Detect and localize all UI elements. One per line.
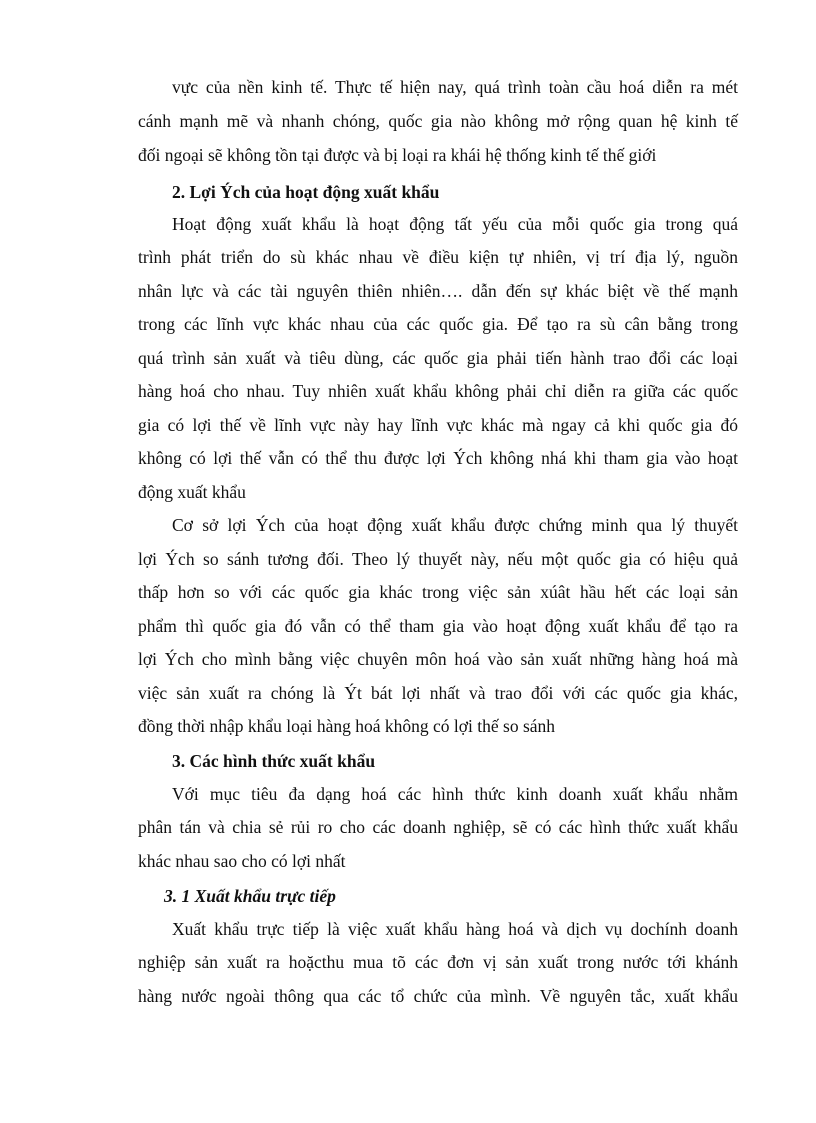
- paragraph-2-line-2: trình phát triển do sù khác nhau về điều kiện tự nhiên, vị trí địa lý, nguồn: [138, 247, 738, 267]
- paragraph-2-line-1: Hoạt động xuất khẩu là hoạt động tất yếu của mỗi quốc gia trong quá: [172, 214, 738, 234]
- paragraph-3-line-5: lợi Ých cho mình bằng việc chuyên môn hoá vào sản xuất những hàng hoá mà: [138, 649, 738, 669]
- paragraph-3-line-1: Cơ sở lợi Ých của hoạt động xuất khẩu được chứng minh qua lý thuyết: [172, 515, 738, 535]
- paragraph-3-line-3: thấp hơn so với các quốc gia khác trong việc sản xúât hầu hết các loại sản: [138, 582, 738, 602]
- paragraph-3-line-2: lợi Ých so sánh tương đối. Theo lý thuyết này, nếu một quốc gia có hiệu quả: [138, 549, 738, 569]
- paragraph-2-line-4: trong các lĩnh vực khác nhau của các quốc gia. Để tạo ra sù cân bằng trong: [138, 314, 738, 334]
- heading-section-3-1: 3. 1 Xuất khẩu trực tiếp: [164, 886, 336, 906]
- paragraph-2-line-7: gia có lợi thế về lĩnh vực này hay lĩnh vực khác mà ngay cả khi quốc gia đó: [138, 415, 738, 435]
- paragraph-5-line-3: hàng nước ngoài thông qua các tổ chức của mình. Về nguyên tắc, xuất khẩu: [138, 986, 738, 1006]
- paragraph-2-line-8: không có lợi thế vẫn có thể thu được lợi Ých không nhá khi tham gia vào hoạt: [138, 448, 738, 468]
- paragraph-5-line-2: nghiệp sản xuất ra hoặcthu mua tõ các đơn vị sản xuất trong nước tới khánh: [138, 952, 738, 972]
- paragraph-4-line-3: khác nhau sao cho có lợi nhất: [138, 851, 346, 871]
- paragraph-2-line-3: nhân lực và các tài nguyên thiên nhiên…. dẫn đến sự khác biệt về thế mạnh: [138, 281, 738, 301]
- heading-section-2: 2. Lợi Ých của hoạt động xuất khẩu: [172, 182, 440, 202]
- paragraph-4-line-2: phân tán và chia sẻ rủi ro cho các doanh nghiệp, sẽ có các hình thức xuất khẩu: [138, 817, 738, 837]
- paragraph-3-line-6: việc sản xuất ra chóng là Ýt bát lợi nhất và trao đổi với các quốc gia khác,: [138, 683, 738, 703]
- paragraph-1-line-1: vực của nền kinh tế. Thực tế hiện nay, quá trình toàn cầu hoá diễn ra mét: [172, 77, 738, 97]
- paragraph-1-line-3: đối ngoại sẽ không tồn tại được và bị loại ra khái hệ thống kinh tế thế giới: [138, 145, 657, 165]
- paragraph-5-line-1: Xuất khẩu trực tiếp là việc xuất khẩu hàng hoá và dịch vụ dochính doanh: [172, 919, 738, 939]
- paragraph-3-line-7: đồng thời nhập khẩu loại hàng hoá không có lợi thế so sánh: [138, 716, 556, 736]
- heading-section-3: 3. Các hình thức xuất khẩu: [172, 751, 376, 771]
- paragraph-3-line-4: phẩm thì quốc gia đó vẫn có thể tham gia vào hoạt động xuất khẩu để tạo ra: [138, 616, 738, 636]
- paragraph-2-line-6: hàng hoá cho nhau. Tuy nhiên xuất khẩu không phải chỉ diễn ra giữa các quốc: [138, 381, 738, 401]
- paragraph-2-line-9: động xuất khẩu: [138, 482, 246, 502]
- paragraph-4-line-1: Với mục tiêu đa dạng hoá các hình thức kinh doanh xuất khẩu nhằm: [172, 784, 738, 804]
- paragraph-2-line-5: quá trình sản xuất và tiêu dùng, các quốc gia phải tiến hành trao đổi các loại: [138, 348, 738, 368]
- paragraph-1-line-2: cánh mạnh mẽ và nhanh chóng, quốc gia nào không mở rộng quan hệ kinh tế: [138, 111, 738, 131]
